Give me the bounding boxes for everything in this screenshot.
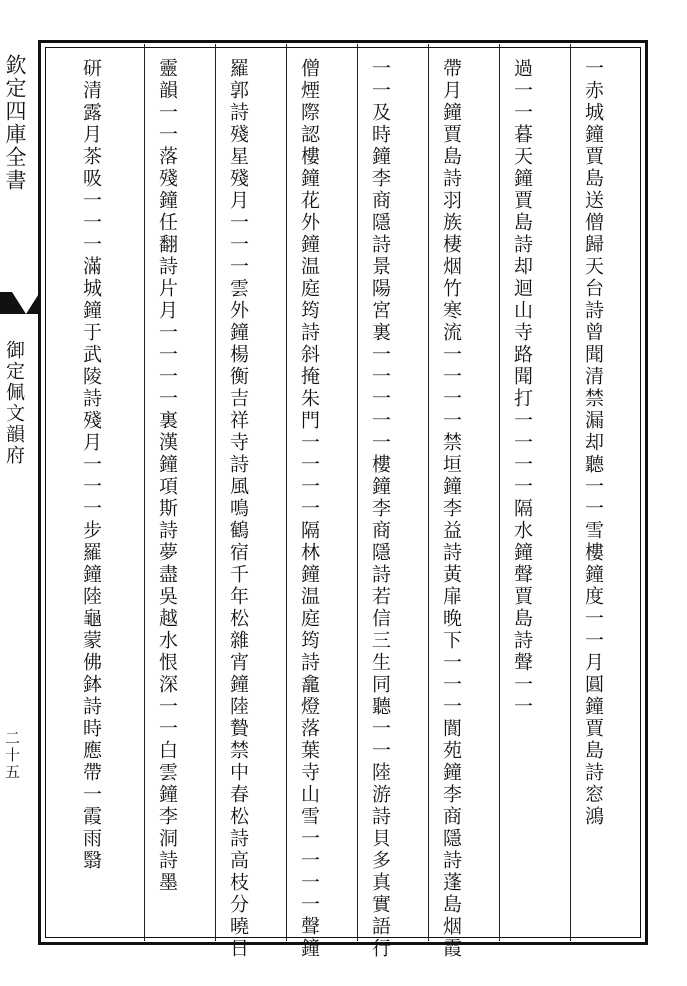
text-column-4: 一一及時鐘李商隱詩景陽宮裏一一一一一樓鐘李商隱詩若信三生同聽一一陸游詩貝多真實語行 bbox=[369, 58, 391, 960]
column-rule bbox=[144, 44, 145, 941]
column-rule bbox=[499, 44, 500, 941]
text-column-8: 研清露月茶吸一一一滿城鐘于武陵詩殘月一一一步羅鐘陸龜蒙佛鉢詩時應帶一霞雨翳 bbox=[80, 58, 102, 872]
column-rule bbox=[428, 44, 429, 941]
column-rule bbox=[570, 44, 571, 941]
page-frame bbox=[38, 40, 648, 960]
text-column-5: 僧煙際認樓鐘花外鐘温庭筠詩斜掩朱門一一一一隔林鐘温庭筠詩龕燈落葉寺山雪一一一一聲鐘 bbox=[298, 58, 320, 960]
text-column-2: 過一一暮天鐘賈島詩却迴山寺路聞打一一一一隔水鐘聲賈島詩聲一一 bbox=[511, 58, 533, 718]
column-rule bbox=[215, 44, 216, 941]
book-title: 欽定四庫全書 bbox=[3, 54, 27, 192]
text-column-6: 羅郭詩殘星殘月一一一雲外鐘楊衡吉祥寺詩風鳴鶴宿千年松雜宵鐘陸贄禁中春松詩高枝分曉日 bbox=[227, 58, 249, 960]
fish-tail-mark bbox=[0, 292, 40, 314]
margin-strip bbox=[0, 40, 38, 945]
text-column-3: 帶月鐘賈島詩羽族棲烟竹寒流一一一一禁垣鐘李益詩黃扉晚下一一一閬苑鐘李商隱詩蓬島烟霞 bbox=[440, 58, 462, 960]
column-rule bbox=[357, 44, 358, 941]
column-rule bbox=[286, 44, 287, 941]
page-number: 二十五 bbox=[3, 730, 21, 781]
text-column-7: 靈韻一一落殘鐘任翻詩片月一一一一裏漢鐘項斯詩夢盡吳越水恨深一一白雲鐘李洞詩墨 bbox=[156, 58, 178, 894]
text-column-1: 一赤城鐘賈島送僧歸天台詩曾聞清禁漏却聽一一雪樓鐘度一一月圓鐘賈島詩窓鴻 bbox=[582, 58, 604, 828]
dictionary-title: 御定佩文韻府 bbox=[3, 340, 25, 466]
